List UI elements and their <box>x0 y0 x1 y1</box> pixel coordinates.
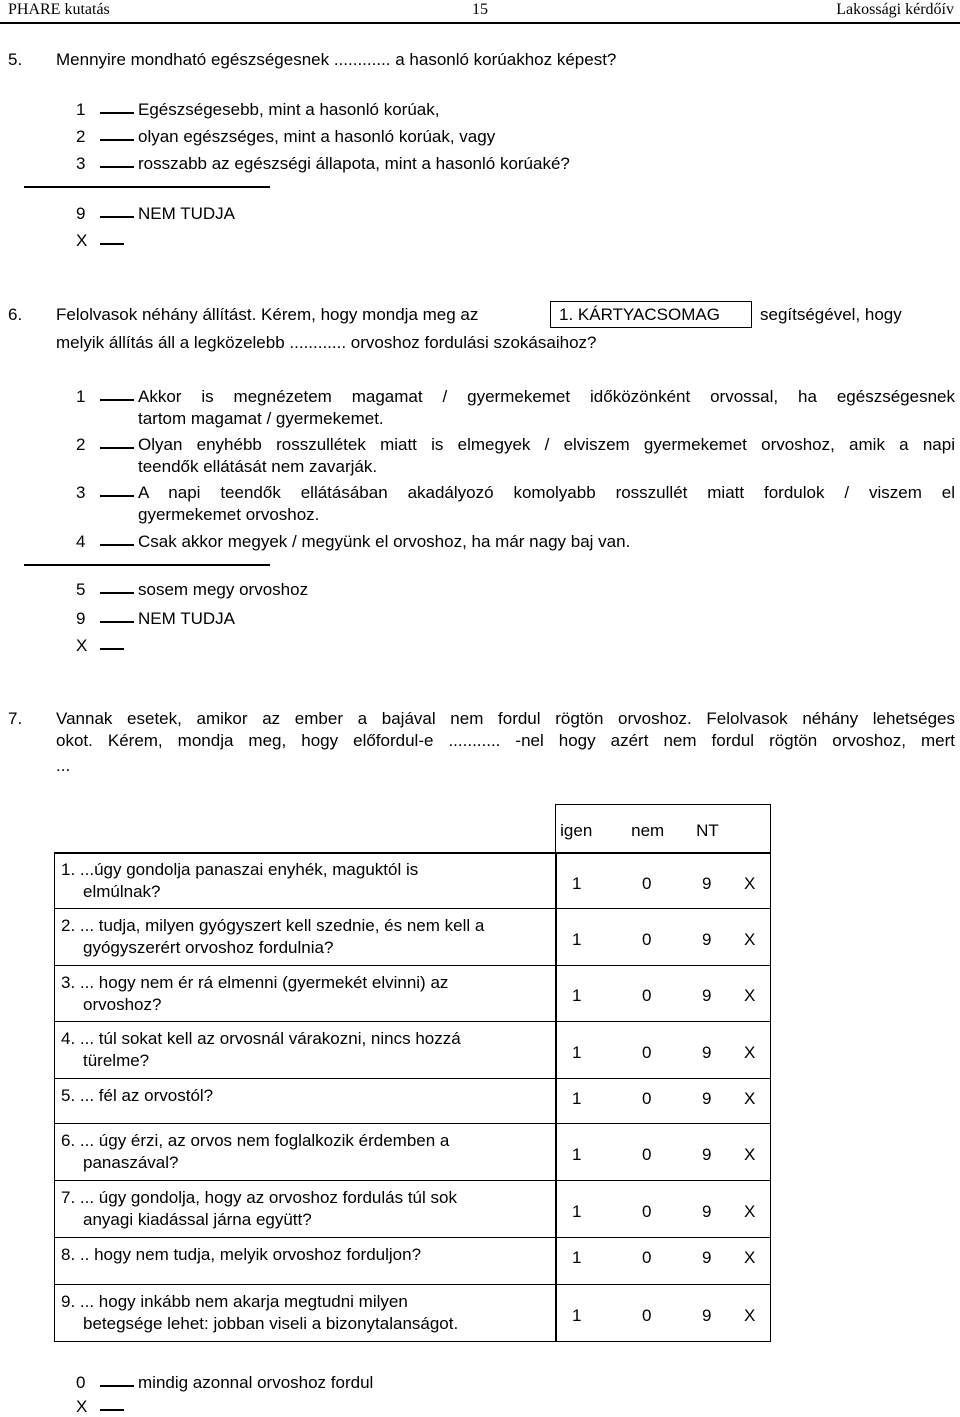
row-question-text: elmúlnak? <box>83 882 161 901</box>
header-left: PHARE kutatás <box>8 1 110 18</box>
q6-text: Felolvasok néhány állítást. Kérem, hogy mondja meg az <box>56 305 479 324</box>
column-divider <box>555 1181 557 1237</box>
row-question <box>61 1291 458 1335</box>
row-question-text: türelme? <box>83 1051 150 1070</box>
option-dash <box>100 243 124 245</box>
column-divider <box>555 1238 557 1284</box>
option-code: X <box>76 636 88 655</box>
q6-text-line2: melyik állítás áll a legközelebb ............ orvoshoz fordulási szokásaihoz? <box>56 333 597 352</box>
answer-code-0[interactable]: 0 <box>642 1089 652 1108</box>
q5-text: Mennyire mondható egészségesnek ............ a hasonló korúakhoz képest? <box>56 50 617 69</box>
q7-number: 7. <box>8 709 23 728</box>
option-code: 2 <box>76 435 86 454</box>
row-number: 3. <box>61 973 80 992</box>
option-label <box>138 482 955 526</box>
option-line: Olyan enyhébb rosszullétek miatt is elmegyek / elviszem gyermekemet orvoshoz, amik a napi <box>138 435 955 454</box>
row-number: 9. <box>61 1292 80 1311</box>
answer-code-0[interactable]: 0 <box>642 1201 652 1221</box>
option-code: 3 <box>76 483 86 502</box>
row-question-text: gyógyszerért orvoshoz fordulnia? <box>83 938 334 957</box>
option-dash <box>100 648 124 650</box>
column-divider <box>555 1079 557 1123</box>
option-dash <box>100 112 134 114</box>
option-dash <box>100 139 134 141</box>
answer-code-1[interactable]: 1 <box>572 1201 582 1221</box>
answer-code-0[interactable]: 0 <box>642 873 652 893</box>
column-divider <box>555 1285 557 1341</box>
answer-code-1[interactable]: 1 <box>572 929 582 949</box>
answer-code-0[interactable]: 0 <box>642 1042 652 1062</box>
option-dash <box>100 544 134 546</box>
row-question-text: ... úgy érzi, az orvos nem foglalkozik érdemben a <box>79 1131 450 1150</box>
option-label: rosszabb az egészségi állapota, mint a hasonló korúaké? <box>138 154 570 173</box>
row-number: 4. <box>61 1029 80 1048</box>
q7-line: ... <box>56 756 71 775</box>
answer-code-9[interactable]: 9 <box>702 1089 712 1108</box>
option-label: sosem megy orvoshoz <box>138 580 309 599</box>
row-question <box>61 915 484 959</box>
option-dash <box>100 592 134 594</box>
answer-code-x[interactable]: X <box>744 1144 756 1164</box>
option-code: 5 <box>76 580 86 599</box>
card-reference: 1. KÁRTYACSOMAG <box>559 305 720 324</box>
column-nem: nem <box>631 821 665 840</box>
column-divider <box>555 966 557 1021</box>
answer-code-1[interactable]: 1 <box>572 986 582 1005</box>
row-question-text: ... fél az orvostól? <box>79 1086 214 1105</box>
answer-code-1[interactable]: 1 <box>572 1305 582 1325</box>
answer-code-9[interactable]: 9 <box>702 1305 712 1325</box>
answer-code-x[interactable]: X <box>744 1305 756 1325</box>
option-dash <box>100 166 134 168</box>
option-label: Csak akkor megyek / megyünk el orvoshoz, ha már nagy baj van. <box>138 532 631 551</box>
option-label: Egészségesebb, mint a hasonló korúak, <box>138 100 440 119</box>
row-question <box>61 972 448 1016</box>
answer-code-0[interactable]: 0 <box>642 1248 652 1267</box>
q5-number: 5. <box>8 50 23 69</box>
answer-code-1[interactable]: 1 <box>572 1248 582 1267</box>
row-number: 1. <box>61 860 80 879</box>
q7-line: Vannak esetek, amikor az ember a bajával nem fordul rögtön orvoshoz. Felolvasok néhány lehetséges <box>56 709 955 728</box>
table-row <box>54 966 771 1022</box>
table-row <box>54 852 771 909</box>
q7-text <box>56 708 955 752</box>
option-code: 1 <box>76 100 86 119</box>
table-row <box>54 909 771 966</box>
column-divider <box>555 853 557 908</box>
column-nt: NT <box>696 821 719 840</box>
row-question-text: betegsége lehet: jobban viseli a bizonytalanságot. <box>83 1314 459 1333</box>
option-code: 9 <box>76 609 86 628</box>
option-dash <box>100 495 134 497</box>
option-code: 4 <box>76 532 86 551</box>
table-row <box>54 1079 771 1124</box>
answer-code-x[interactable]: X <box>744 1089 756 1108</box>
table-header-row <box>54 805 771 854</box>
option-label: NEM TUDJA <box>138 609 235 628</box>
answer-code-x[interactable]: X <box>744 1248 756 1267</box>
answer-code-0[interactable]: 0 <box>642 986 652 1005</box>
answer-code-x[interactable]: X <box>744 1042 756 1062</box>
row-question-text: anyagi kiadással járna együtt? <box>83 1210 312 1229</box>
answer-code-x[interactable]: X <box>744 929 756 949</box>
answer-code-1[interactable]: 1 <box>572 1089 582 1108</box>
option-code: X <box>76 231 88 250</box>
option-label <box>138 386 955 430</box>
row-question <box>61 1244 421 1266</box>
q7-line: okot. Kérem, mondja meg, hogy előfordul-e ........... -nel hogy azért nem fordul rögtön orvoshoz, mert <box>56 731 955 750</box>
row-number: 7. <box>61 1188 80 1207</box>
row-question <box>61 859 418 903</box>
option-line: tartom magamat / gyermekemet. <box>138 409 384 428</box>
answer-code-1[interactable]: 1 <box>572 873 582 893</box>
table-row <box>54 1181 771 1238</box>
option-label: mindig azonnal orvoshoz fordul <box>138 1373 374 1392</box>
answer-code-x[interactable]: X <box>744 873 756 893</box>
answer-code-1[interactable]: 1 <box>572 1144 582 1164</box>
q5-separator <box>24 186 270 188</box>
option-line: A napi teendők ellátásában akadályozó komolyabb rosszullét miatt fordulok / viszem el <box>138 483 955 502</box>
table-row <box>54 1285 771 1342</box>
option-dash <box>100 399 134 401</box>
option-dash <box>100 1385 134 1387</box>
option-line: gyermekemet orvoshoz. <box>138 505 320 524</box>
option-line: Akkor is megnézetem magamat / gyermekemet időközönként orvossal, ha egészségesnek <box>138 387 955 406</box>
answer-code-x[interactable]: X <box>744 1201 756 1221</box>
option-code: 9 <box>76 204 86 223</box>
row-question <box>61 1028 461 1072</box>
card-reference-box <box>550 301 752 328</box>
column-divider <box>555 1022 557 1078</box>
row-question-text: orvoshoz? <box>83 995 162 1014</box>
answer-code-x[interactable]: X <box>744 986 756 1005</box>
answer-code-9[interactable]: 9 <box>702 1042 712 1062</box>
header-cell <box>556 805 771 854</box>
answer-code-0[interactable]: 0 <box>642 929 652 949</box>
option-dash <box>100 216 134 218</box>
answer-code-9[interactable]: 9 <box>702 929 712 949</box>
option-code: X <box>76 1397 88 1416</box>
row-number: 2. <box>61 916 80 935</box>
option-dash <box>100 621 134 623</box>
header-rule <box>0 22 960 24</box>
column-divider <box>555 909 557 965</box>
row-question-text: ... hogy inkább nem akarja megtudni milyen <box>79 1292 408 1311</box>
option-label: NEM TUDJA <box>138 204 235 223</box>
q6-number: 6. <box>8 305 23 324</box>
page-number: 15 <box>472 1 488 18</box>
option-label: olyan egészséges, mint a hasonló korúak, vagy <box>138 127 496 146</box>
row-number: 8. <box>61 1245 80 1264</box>
row-question <box>61 1085 213 1107</box>
row-question-text: ... úgy gondolja, hogy az orvoshoz fordulás túl sok <box>79 1188 457 1207</box>
row-question <box>61 1187 457 1231</box>
answer-code-1[interactable]: 1 <box>572 1042 582 1062</box>
row-question-text: ... túl sokat kell az orvosnál várakozni, nincs hozzá <box>79 1029 461 1048</box>
answer-code-0[interactable]: 0 <box>642 1305 652 1325</box>
row-number: 5. <box>61 1086 80 1105</box>
option-dash <box>100 447 134 449</box>
row-question-text: ... tudja, milyen gyógyszert kell szednie, és nem kell a <box>79 916 485 935</box>
answer-code-9[interactable]: 9 <box>702 1201 712 1221</box>
row-question-text: .. hogy nem tudja, melyik orvoshoz forduljon? <box>79 1245 422 1264</box>
option-line: teendők ellátását nem zavarják. <box>138 457 378 476</box>
answer-code-9[interactable]: 9 <box>702 986 712 1005</box>
answer-code-9[interactable]: 9 <box>702 1144 712 1164</box>
answer-code-0[interactable]: 0 <box>642 1144 652 1164</box>
row-question-text: panaszával? <box>83 1153 179 1172</box>
option-dash <box>100 1409 124 1411</box>
column-divider <box>555 1124 557 1180</box>
column-igen: igen <box>560 821 593 840</box>
row-number: 6. <box>61 1131 80 1150</box>
q6-text-after: segítségével, hogy <box>760 305 902 324</box>
row-question-text: ...úgy gondolja panaszai enyhék, maguktól is <box>79 860 419 879</box>
table-row <box>54 1124 771 1181</box>
option-code: 1 <box>76 387 86 406</box>
option-code: 0 <box>76 1373 86 1392</box>
option-label <box>138 434 955 478</box>
answer-code-9[interactable]: 9 <box>702 1248 712 1267</box>
table-row <box>54 1022 771 1079</box>
table-row <box>54 1238 771 1285</box>
answer-code-9[interactable]: 9 <box>702 873 712 893</box>
q7-table <box>54 804 771 854</box>
row-question-text: ... hogy nem ér rá elmenni (gyermekét elvinni) az <box>79 973 449 992</box>
option-code: 2 <box>76 127 86 146</box>
q6-separator <box>24 564 270 566</box>
header-right: Lakossági kérdőív <box>836 1 954 18</box>
option-code: 3 <box>76 154 86 173</box>
row-question <box>61 1130 449 1174</box>
